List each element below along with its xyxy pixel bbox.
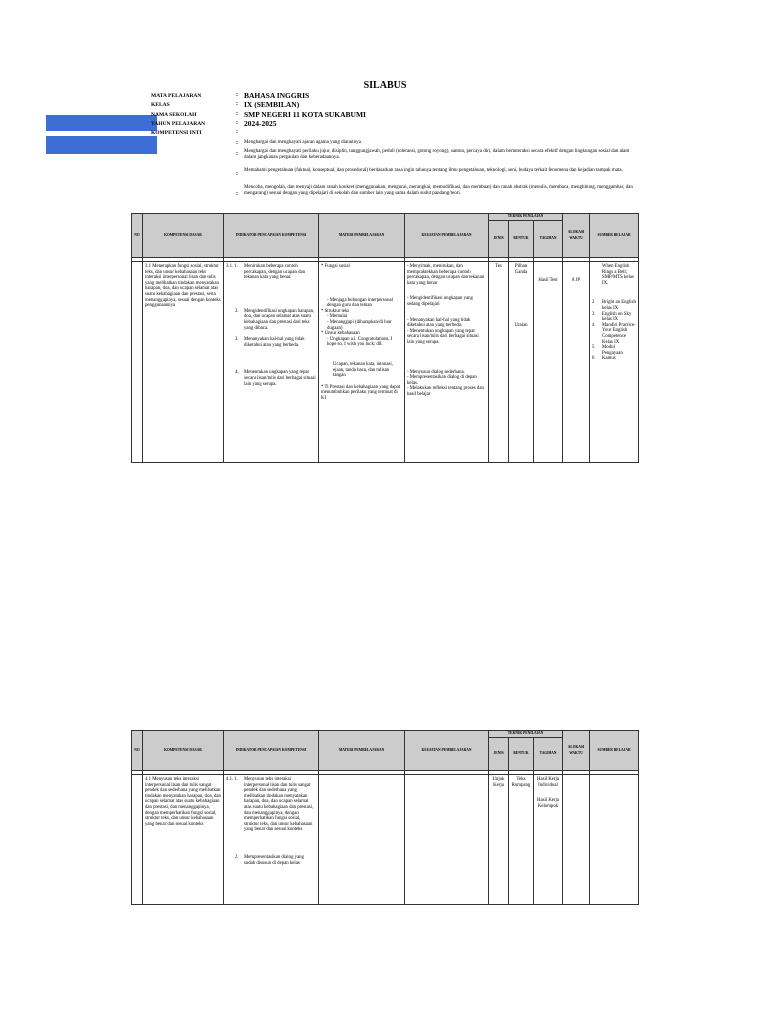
header-no: NO — [132, 214, 143, 258]
syllabus-table-2 — [131, 730, 639, 905]
highlight-bar-bottom — [46, 136, 157, 154]
cell-ipk — [224, 262, 319, 463]
value-nama-sekolah: SMP NEGERI 11 KOTA SUKABUMI — [244, 110, 366, 119]
label-nama-sekolah: NAMA SEKOLAH — [151, 112, 197, 118]
page-title: SILABUS — [363, 80, 407, 91]
cell-materi — [319, 775, 405, 905]
colon: : — [236, 120, 238, 126]
materi-item: - Menanggapi (diharapkan/di luar dugaan) — [327, 319, 392, 331]
kegiatan-item: - Mengidentifikasi ungkapan yang sedang dipelajari — [407, 296, 473, 307]
materi-item: Ucapan, tekanan kata, intonasi, ejaan, tanda baca, dan tulisan tangan — [333, 361, 393, 379]
ipk-item: 4.1. 1. Menyusun teks interaksi interpersonal lisan dan tulis sangat pendek dan sederhana yang melibatkan tindakan menyatakan harapan, doa, dan ucapan selamat atas suatu kebahagiaan dan prestasi, dan menanggapinya, dengan memperhatikan fungsi sosial, struktur teks, dan unsur kebahasaan yang benar dan sesuai konteks — [226, 777, 314, 833]
header-ipk: INDIKATOR PENCAPAIAN KOMPETENSI — [224, 731, 319, 771]
materi-item: * Fungsi sosial — [321, 264, 350, 269]
kegiatan-item: - Menanyakan hal-hal yang tidak diketahui atau yang berbeda. — [407, 317, 471, 329]
header-materi: MATERI PEMBELAJARAN — [319, 214, 405, 258]
header-sumber: SUMBER BELAJAR — [590, 214, 639, 258]
colon: : — [236, 129, 238, 135]
ipk-item: 4. Menentukan ungkapan yang tepat secara lisan/tulis dari berbagai situasi lain yang serupa. — [235, 370, 316, 387]
colon: : — [236, 171, 238, 177]
highlight-bar-top — [46, 115, 157, 131]
value-kelas: IX (SEMBILAN) — [244, 100, 300, 109]
cell-sumber — [590, 775, 639, 905]
cell-tagihan: Hasil Test — [534, 262, 563, 463]
tagihan-item: Hasil Kerja Individual — [537, 777, 559, 788]
cell-kegiatan — [405, 775, 489, 905]
bentuk-item: Pilhan Ganda — [514, 264, 528, 275]
tagihan-item: Hasil Kerja Kelompok — [537, 798, 559, 809]
sumber-item: 3 English on Sky kelas IX — [592, 311, 632, 323]
header-kd: KOMPETENSI DASAR — [143, 731, 224, 771]
header-teknik: TEKNIK PENILAIAN — [489, 731, 563, 738]
header-alokasi: ALOKASI WAKTU — [563, 214, 590, 258]
header-kegiatan: KEGIATAN PEMBELAJARAN — [405, 214, 489, 258]
label-tahun-pelajaran: TAHUN PELAJARAN — [151, 121, 206, 127]
header-kegiatan: KEGIATAN PEMBELAJARAN — [405, 731, 489, 771]
cell-materi — [319, 262, 405, 463]
cell-tagihan — [534, 775, 563, 905]
header-jenis: JENIS — [489, 738, 509, 771]
header-no: NO — [132, 731, 143, 771]
materi-item: * Ti Prestasi dan kebahagiaan yang dapat menumbuhkan perilaku yang termuat di KI — [321, 384, 401, 401]
cell-no — [132, 775, 143, 905]
header-bentuk: BENTUK — [509, 221, 534, 258]
kd-text: 3.1 Menerapkan fungsi sosial, struktur teks, dan unsur kebahasaan teks interaksi interpersonal lisan dan tulis yang melibatkan tindakan menyatakan harapan, doa, dan ucapan selamat atas suatu kebahagiaan dan prestasi, serta menanggapinya, sesuai dengan konteks penggunaannya — [145, 264, 221, 309]
bentuk-item: Uraian — [514, 323, 528, 329]
kegiatan-item: - Menyusun dialog sederhana. — [407, 369, 465, 375]
header-ipk: INDIKATOR PENCAPAIAN KOMPETENSI — [224, 214, 319, 258]
materi-item: * Unsur kebahasaan — [321, 331, 360, 337]
header-alokasi: ALOKASI WAKTU — [563, 731, 590, 771]
colon: : — [236, 111, 238, 117]
cell-bentuk: Teks Rumpang — [509, 775, 534, 905]
cell-alokasi: 8 JP — [563, 262, 590, 463]
header-materi: MATERI PEMBELAJARAN — [319, 731, 405, 771]
sumber-item: When English Rings a Bell; SMP/MTS kelas IX. — [602, 264, 634, 286]
kegiatan-item: - Menyimak, menirukan, dan mempraktekkan beberapa contoh percakapan, dengan ucapan dan tekanan kata yang benar — [407, 264, 485, 286]
header-tagihan: TAGIHAN — [534, 738, 563, 771]
syllabus-table-1 — [131, 213, 639, 463]
cell-kd — [143, 775, 224, 905]
header-sumber: SUMBER BELAJAR — [590, 731, 639, 771]
kegiatan-item: - Melakukan refleksi tentang proses dan hasil belajar — [407, 386, 484, 397]
header-jenis: JENIS — [489, 221, 509, 258]
header-teknik: TEKNIK PENILAIAN — [489, 214, 563, 221]
value-mata-pelajaran: BAHASA INGGRIS — [244, 91, 310, 100]
ki-4: Mencoba, mengolah, dan menyaji dalam ranah konkret (menggunakan, mengurai, merangkai, memodifikasi, dan membuat) dan ranah abstrak (menulis, membaca, menghitung, menggambar, dan mengarang) sesuai dengan yang dipelajari di sekolah dan sumber lain yang sama dalam sudut pandang/teori. — [244, 185, 633, 196]
ipk-item: 2. Mengidentifikasi ungkapan harapan, doa, dan ucapan selamat atas suatu kebahagiaan dan prestasi dari teks yang dibaca. — [235, 308, 315, 331]
cell-sumber — [590, 262, 639, 463]
colon: : — [236, 92, 238, 98]
ipk-item: 2. Mempresentasikan dialog yang sudah disusun di depan kelas — [235, 854, 304, 866]
kegiatan-item: - Mempresentasikan dialog di depan kelas. — [407, 375, 477, 386]
cell-bentuk — [509, 262, 534, 463]
cell-alokasi — [563, 775, 590, 905]
materi-item: - Menjaga hubungan interpersonal dengan guru dan teman — [327, 297, 393, 309]
cell-ipk — [224, 775, 319, 905]
sumber-item: 6 Kamus — [592, 356, 616, 362]
materi-item: - Memulai — [327, 314, 348, 320]
materi-item: * Struktur teks — [321, 308, 350, 314]
kegiatan-item: - Menentukan ungkapan yang tepat secara lisan/tulis dari berbagai situasi lain yang serupa. — [407, 328, 479, 345]
sumber-item: 5 Modul Pengayaan — [592, 345, 623, 356]
cell-no — [132, 262, 143, 463]
cell-kd — [143, 262, 224, 463]
colon: : — [236, 151, 238, 157]
ipk-item: 3.1. 1. Menirukan beberapa contoh percakapan, dengan ucapan dan tekanan kata yang benar. — [226, 264, 305, 281]
colon: : — [236, 191, 238, 197]
ki-1: Menghargai dan menghayati ajaran agama yang dianutnya — [244, 140, 361, 145]
label-mata-pelajaran: MATA PELAJARAN — [151, 93, 202, 99]
header-bentuk: BENTUK — [509, 738, 534, 771]
value-tahun-pelajaran: 2024-2025 — [244, 119, 277, 128]
header-tagihan: TAGIHAN — [534, 221, 563, 258]
colon: : — [236, 101, 238, 107]
cell-jenis: Tes — [489, 262, 509, 463]
cell-kegiatan — [405, 262, 489, 463]
materi-item: - Ungkapan a.l. Congratulations, I hope so, I wish you luck; dll. — [327, 336, 393, 348]
ki-2: Menghargai dan menghayati perilaku jujur, disiplin, tanggungjawab, peduli (toleransi, gotong royong), santun, percaya diri, dalam berinteraksi secara efektif dengan lingkungan sosial dan alam dalam jangkauan pergaulan dan keberadaannya. — [244, 149, 630, 160]
cell-jenis: Unjuk Kerja — [489, 775, 509, 905]
sumber-item: 4 Mandiri Practice-Your English Competence Kelas IX — [592, 322, 636, 345]
label-kompetensi-inti: KOMPETENSI INTI — [151, 130, 202, 136]
label-kelas: KELAS — [151, 102, 170, 108]
colon: : — [236, 140, 238, 146]
ipk-item: 3. Menanyakan hal-hal yang tidak diketahui atau yang berbeda. — [235, 337, 305, 348]
header-kd: KOMPETENSI DASAR — [143, 214, 224, 258]
ki-3: Memahami pengetahuan (faktual, konseptual, dan prosedural) berdasarkan rasa ingin tahunya tentang ilmu pengetahuan, teknologi, seni, budaya terkait fenomena dan kejadian tampak mata. — [244, 168, 623, 173]
kd-text: 4.1 Menyusun teks interaksi interpersonal lisan dan tulis sangat pendek dan sederhana yang melibatkan tindakan menyatakan harapan, doa, dan ucapan selamat atas suatu kebahagiaan dan prestasi, dan menanggapinya, dengan memperhatikan fungsi sosial, struktur teks, dan unsur kebahasaan yang benar dan sesuai konteks — [145, 777, 221, 827]
sumber-item: 2 Bright an English kelas IX — [592, 300, 636, 311]
